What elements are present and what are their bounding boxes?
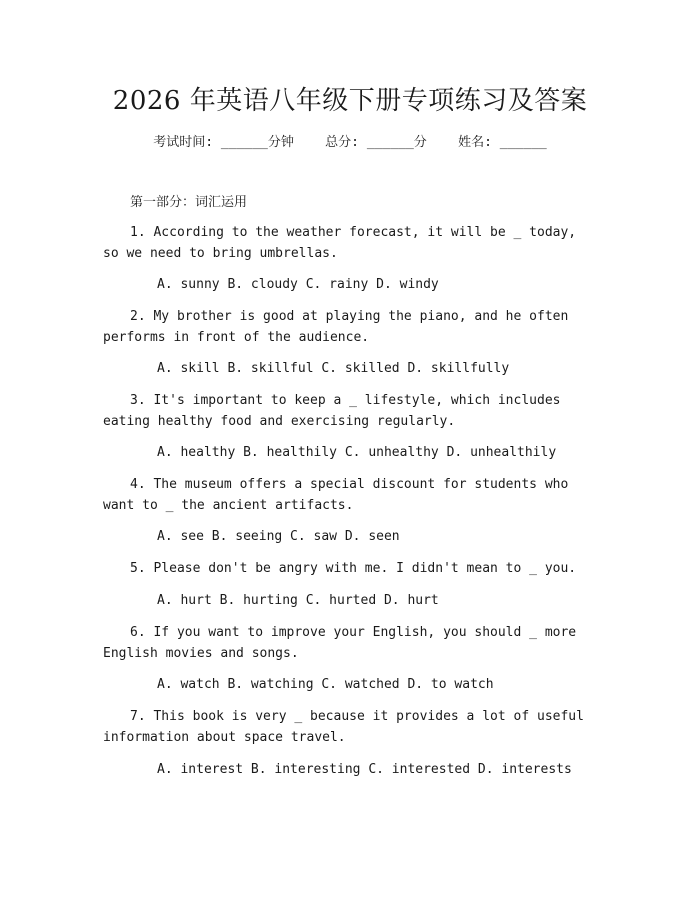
document-title: 2026 年英语八年级下册专项练习及答案: [112, 86, 588, 116]
question-5-options: A. hurt B. hurting C. hurted D. hurt: [157, 593, 439, 608]
question-1-options: A. sunny B. cloudy C. rainy D. windy: [157, 277, 439, 292]
question-6: 6. If you want to improve your English, you should _ more English movies and songs.: [103, 625, 577, 661]
question-7: 7. This book is very _ because it provides a lot of useful information about space travel.: [103, 709, 584, 745]
question-4-options: A. see B. seeing C. saw D. seen: [157, 529, 400, 544]
question-4: 4. The museum offers a special discount for students who want to _ the ancient artifacts.: [103, 477, 569, 513]
question-1: 1. According to the weather forecast, it will be _ today, so we need to bring umbrellas.: [103, 225, 577, 261]
question-3-options: A. healthy B. healthily C. unhealthy D. unhealthily: [157, 445, 557, 460]
question-2-options: A. skill B. skillful C. skilled D. skillfully: [157, 361, 510, 376]
question-2: 2. My brother is good at playing the piano, and he often performs in front of the audience.: [103, 309, 569, 345]
question-3: 3. It's important to keep a _ lifestyle, which includes eating healthy food and exercising regularly.: [103, 393, 561, 429]
question-7-options: A. interest B. interesting C. interested D. interests: [157, 762, 572, 777]
question-5: 5. Please don't be angry with me. I didn't mean to _ you.: [130, 561, 577, 576]
question-6-options: A. watch B. watching C. watched D. to watch: [157, 677, 494, 692]
exam-info-line: 考试时间: ______分钟 总分: ______分 姓名: ______: [153, 135, 547, 150]
section-heading: 第一部分：词汇运用: [130, 195, 248, 210]
